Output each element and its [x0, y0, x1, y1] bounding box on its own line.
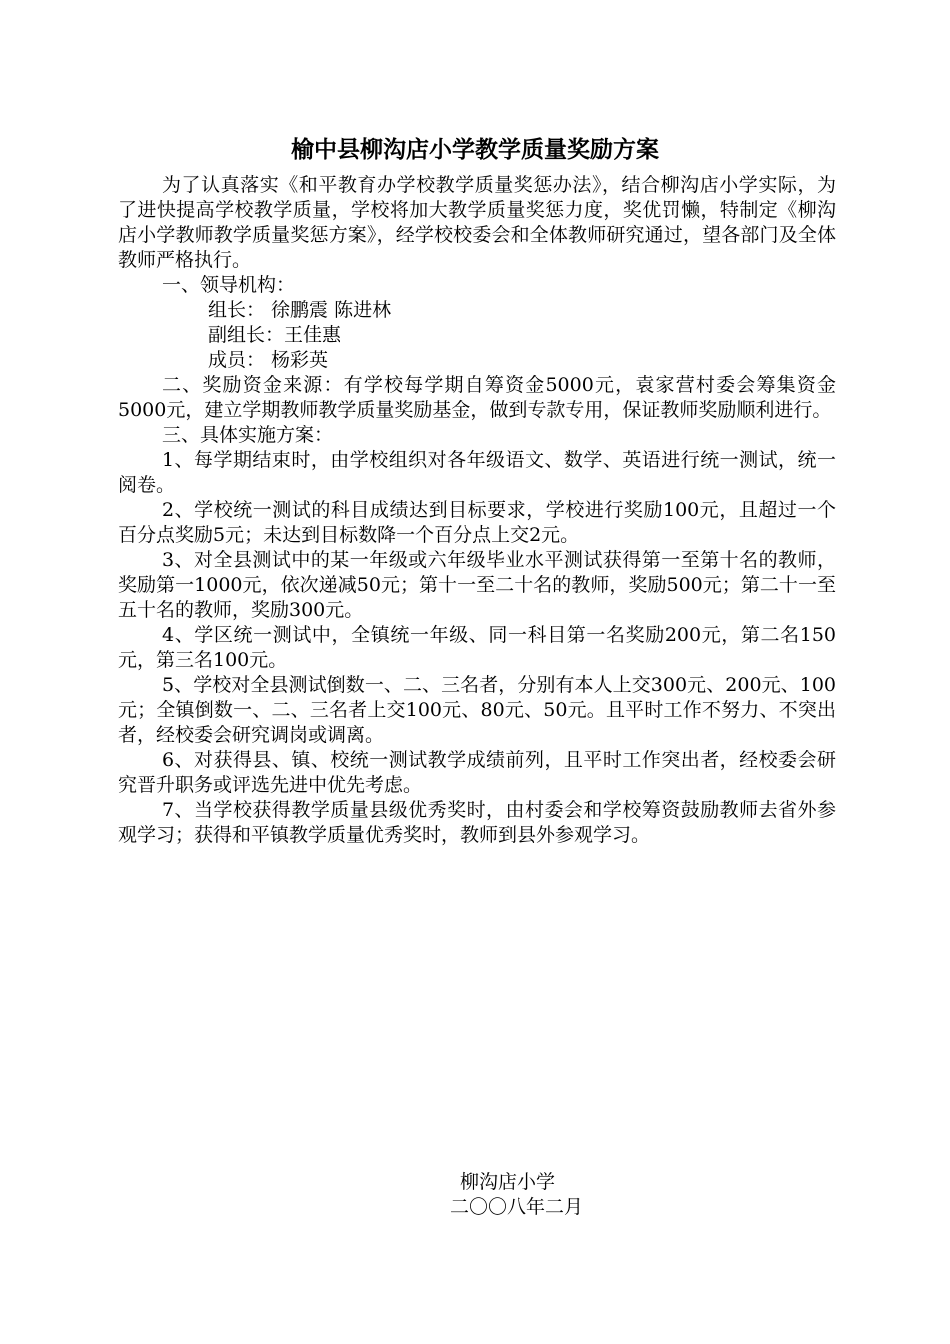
intro-paragraph: 为了认真落实《和平教育办学校教学质量奖惩办法》，结合柳沟店小学实际，为了进快提高学校教学质量，学校将加大教学质量奖惩力度，奖优罚懒，特制定《柳沟店小学教师教学质量奖惩方案》，经学校校委会和全体教师研究通过，望各部门及全体教师严格执行。 — [118, 174, 836, 271]
document-title: 榆中县柳沟店小学教学质量奖励方案 — [291, 137, 659, 163]
section3-item-2: 2、学校统一测试的科目成绩达到目标要求，学校进行奖励100元，且超过一个百分点奖励5元；未达到目标数降一个百分点上交2元。 — [118, 499, 836, 546]
section3-heading: 三、具体实施方案： — [162, 424, 334, 446]
deputy-leader-line: 副组长：王佳惠 — [208, 324, 342, 346]
document-body — [118, 173, 836, 848]
signature-date: 二〇〇八年二月 — [450, 1196, 584, 1218]
members-line: 成员： 杨彩英 — [208, 349, 329, 371]
signature-block — [450, 1170, 583, 1220]
section3-item-3: 3、对全县测试中的某一年级或六年级毕业水平测试获得第一至第十名的教师，奖励第一1000元，依次递减50元；第十一至二十名的教师，奖励500元；第二十一至五十名的教师，奖励300元。 — [118, 549, 836, 621]
section3-item-5: 5、学校对全县测试倒数一、二、三名者，分别有本人上交300元、200元、100元；全镇倒数一、二、三名者上交100元、80元、50元。且平时工作不努力、不突出者，经校委会研究调岗或调离。 — [118, 674, 836, 746]
section2-paragraph: 二、奖励资金来源：有学校每学期自筹资金5000元，袁家营村委会筹集资金5000元，建立学期教师教学质量奖励基金，做到专款专用，保证教师奖励顺利进行。 — [118, 374, 836, 421]
section3-item-1: 1、每学期结束时，由学校组织对各年级语文、数学、英语进行统一测试，统一阅卷。 — [118, 449, 836, 496]
section3-item-7: 7、当学校获得教学质量县级优秀奖时，由村委会和学校筹资鼓励教师去省外参观学习；获得和平镇教学质量优秀奖时，教师到县外参观学习。 — [118, 799, 836, 846]
section3-item-6: 6、对获得县、镇、校统一测试教学成绩前列，且平时工作突出者，经校委会研究晋升职务或评选先进中优先考虑。 — [118, 749, 836, 796]
section1-heading: 一、领导机构： — [162, 274, 296, 296]
signature-school: 柳沟店小学 — [460, 1171, 556, 1193]
section3-item-4: 4、学区统一测试中，全镇统一年级、同一科目第一名奖励200元，第二名150元，第三名100元。 — [118, 624, 836, 671]
leader-line: 组长： 徐鹏震 陈进林 — [208, 299, 392, 321]
